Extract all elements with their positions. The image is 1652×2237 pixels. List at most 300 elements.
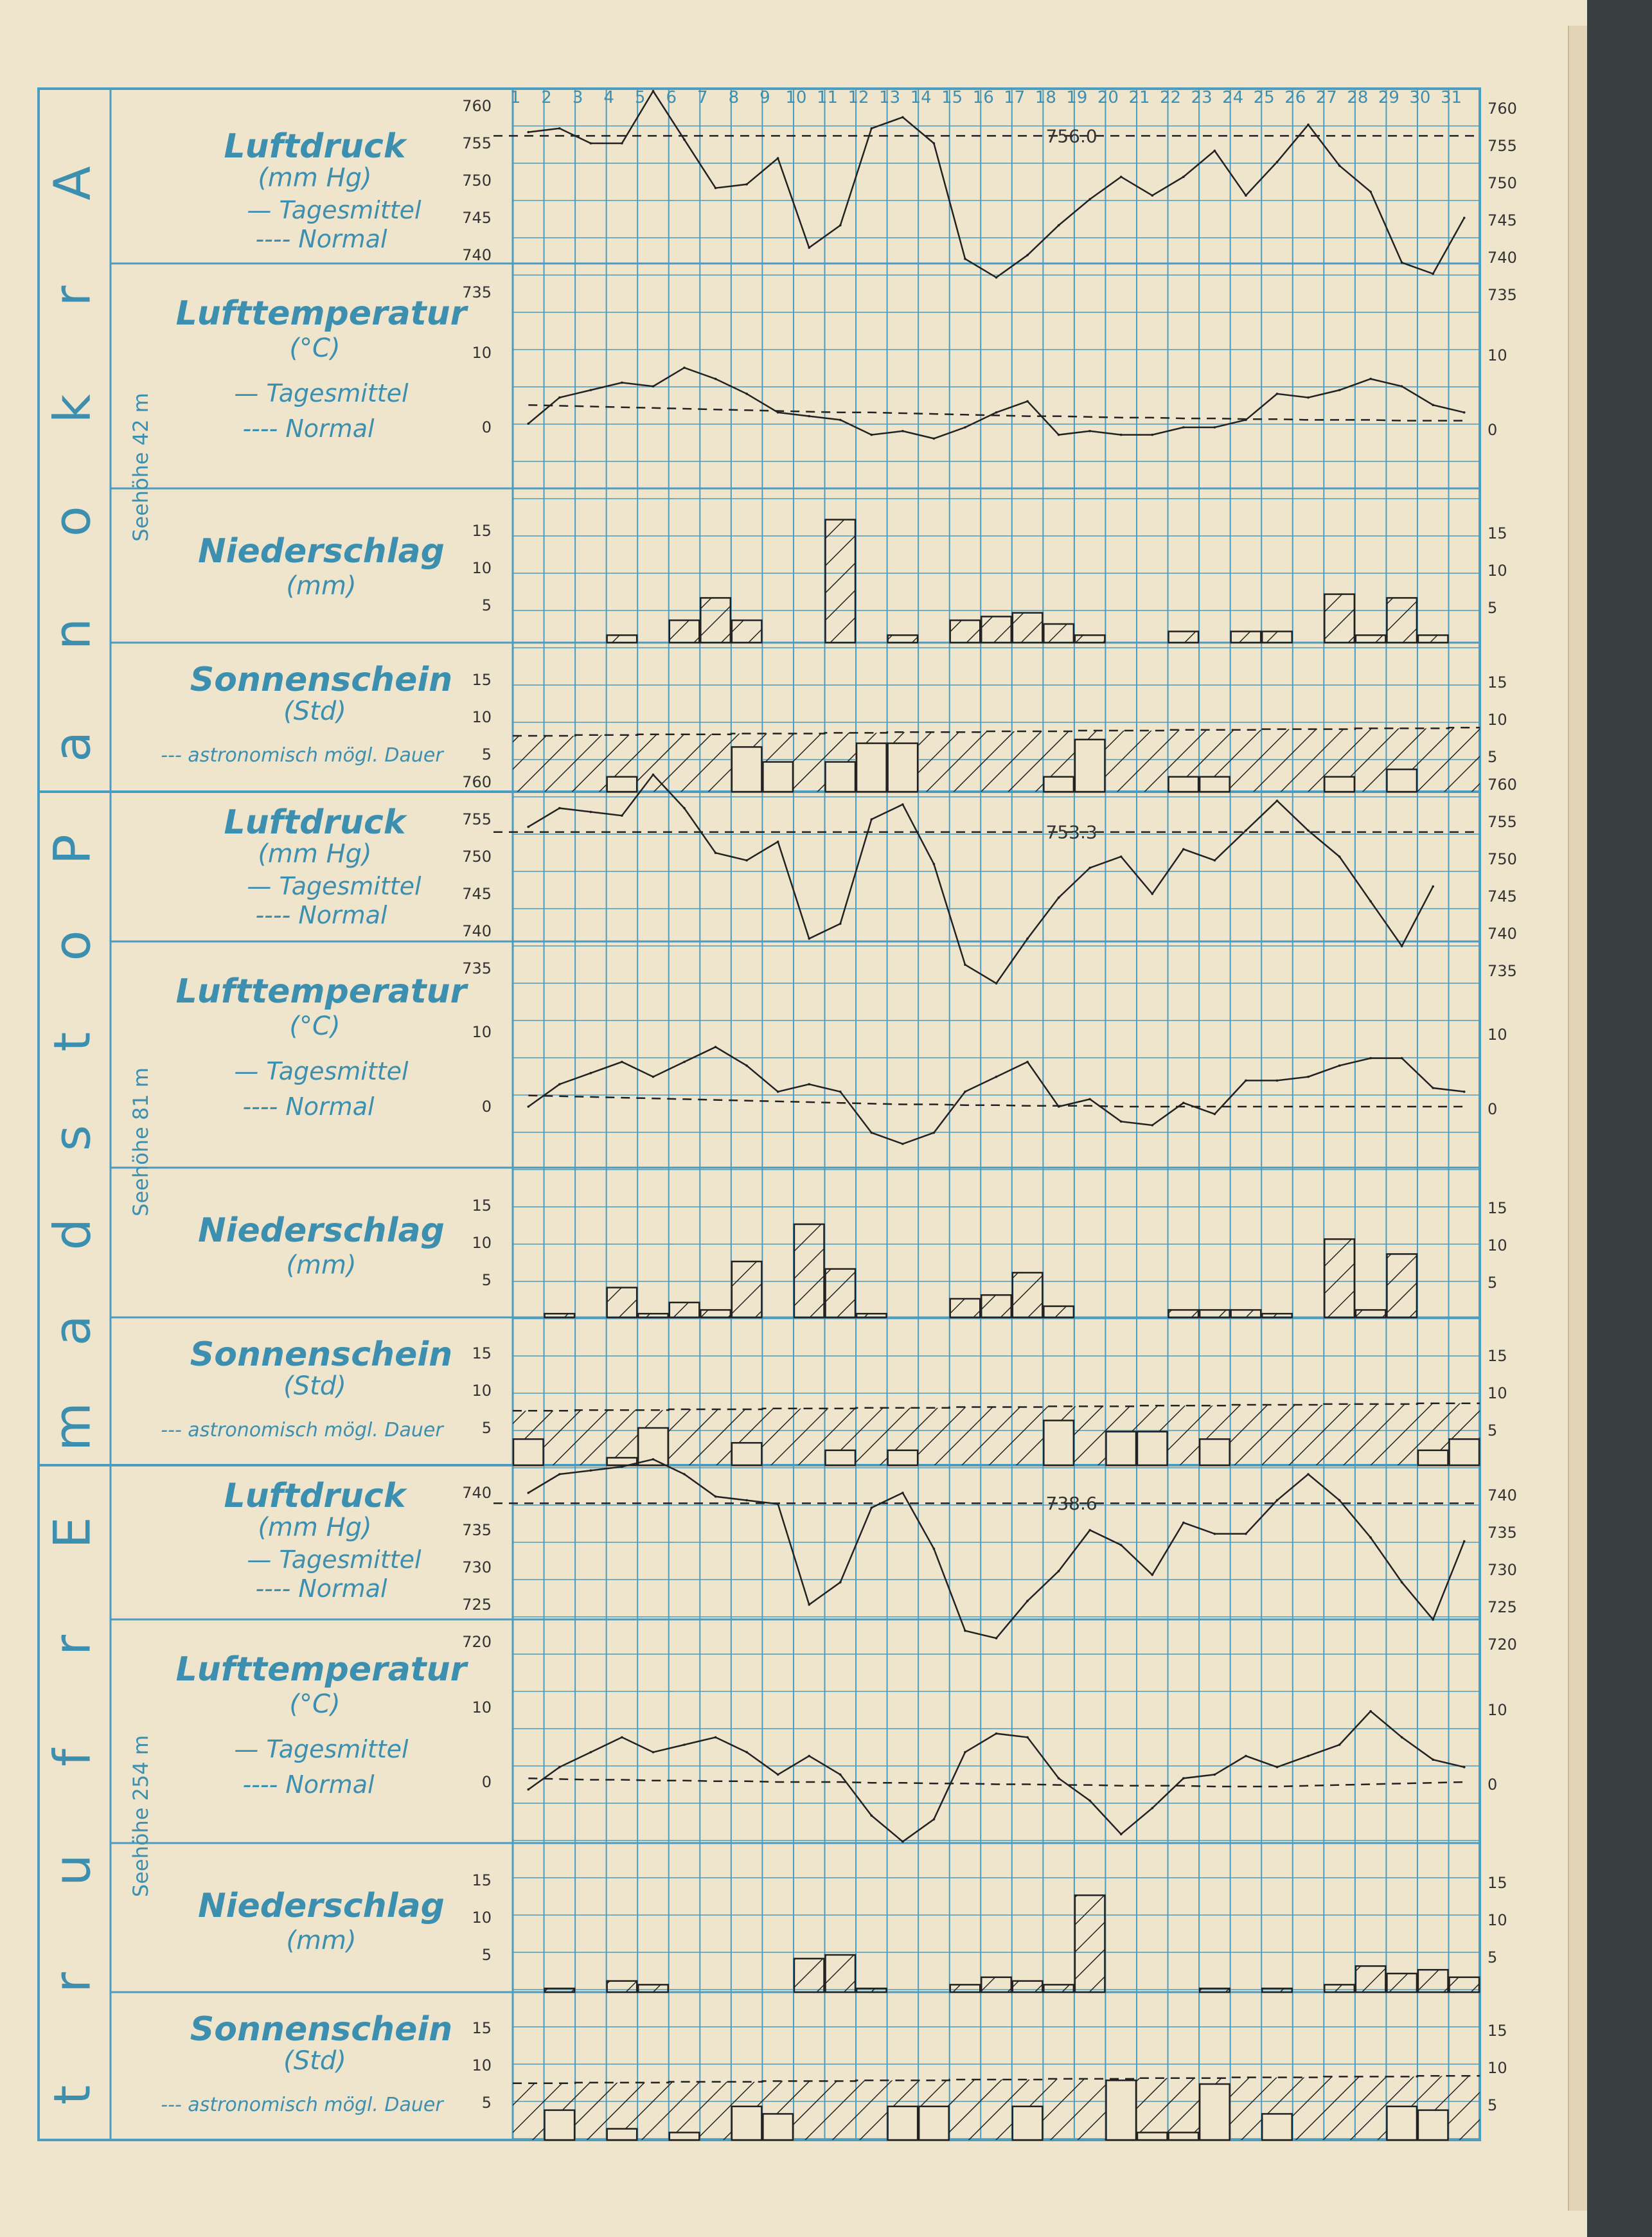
- precipitation-bar: [1169, 1310, 1199, 1317]
- pressure-tick-left: 740: [462, 1484, 492, 1502]
- sunshine-bar: [763, 762, 793, 792]
- precipitation-bar: [794, 1959, 824, 1992]
- temperature-tick-left: 10: [472, 1023, 492, 1041]
- temperature-point: [1245, 419, 1247, 422]
- legend-normal: ---- Normal: [242, 1092, 375, 1121]
- precipitation-bar: [1044, 1984, 1074, 1992]
- legend-astronomical: --- astronomisch mögl. Dauer: [161, 744, 443, 767]
- sunshine-bar: [1418, 1450, 1448, 1465]
- pressure-tick-right: 735: [1488, 1524, 1517, 1542]
- day-label: 9: [759, 88, 770, 107]
- precipitation-bar: [1169, 632, 1199, 643]
- temperature-point: [1182, 1101, 1185, 1104]
- precipitation-tick-right: 15: [1488, 1874, 1507, 1892]
- temperature-point: [777, 1091, 779, 1093]
- day-label: 7: [697, 88, 708, 107]
- temperature-point: [777, 1774, 779, 1776]
- station-name-letter: u: [44, 1854, 102, 1886]
- pressure-point: [1058, 224, 1060, 227]
- day-label: 30: [1409, 88, 1431, 107]
- pressure-point: [715, 851, 717, 854]
- day-label: 2: [541, 88, 552, 107]
- precipitation-tick-left: 10: [472, 1234, 492, 1252]
- sunshine-tick-right: 15: [1488, 1347, 1507, 1365]
- temperature-point: [715, 378, 717, 380]
- astronomical-duration-area: [513, 2076, 1480, 2140]
- day-label: 21: [1128, 88, 1150, 107]
- temperature-point: [590, 1072, 592, 1074]
- pressure-point: [1307, 830, 1310, 832]
- day-label: 27: [1315, 88, 1337, 107]
- temperature-point: [1245, 1755, 1247, 1758]
- pressure-point: [683, 138, 686, 141]
- elevation-label: Seehöhe 254 m: [129, 1734, 153, 1898]
- sunshine-bar: [1137, 1432, 1168, 1465]
- precipitation-bar: [826, 1955, 856, 1992]
- temperature-tick-right: 0: [1488, 421, 1498, 439]
- legend-daily-mean: — Tagesmittel: [247, 196, 422, 224]
- sunshine-tick-left: 10: [472, 708, 492, 726]
- pressure-point: [1088, 1529, 1091, 1531]
- pressure-point: [1463, 217, 1466, 219]
- pressure-point: [808, 1603, 810, 1606]
- pressure-point: [1338, 855, 1341, 858]
- pressure-point: [1182, 1522, 1185, 1524]
- pressure-point: [1120, 855, 1123, 858]
- temperature-point: [1120, 1120, 1123, 1123]
- pressure-point: [1369, 900, 1372, 903]
- station-name-letter: n: [44, 618, 102, 650]
- temperature-point: [1276, 1766, 1279, 1769]
- sunshine-tick-left: 5: [481, 2094, 492, 2112]
- pressure-tick-left: 735: [462, 959, 492, 977]
- precipitation-bar: [1387, 598, 1417, 643]
- pressure-point: [590, 1469, 592, 1472]
- sunshine-bar: [1418, 2110, 1448, 2140]
- sunshine-tick-left: 10: [472, 2056, 492, 2074]
- pressure-normal-label: 738.6: [1045, 1493, 1097, 1515]
- precipitation-bar: [1013, 1981, 1043, 1992]
- legend-daily-mean: — Tagesmittel: [234, 1735, 409, 1763]
- station-name-letter: a: [44, 1315, 102, 1346]
- temperature-point: [964, 426, 966, 429]
- temperature-point: [1369, 1057, 1372, 1060]
- precipitation-tick-left: 5: [481, 596, 492, 614]
- temperature-point: [1338, 1064, 1341, 1067]
- precipitation-title: Niederschlag: [198, 1887, 445, 1925]
- pressure-tick-right: 720: [1488, 1635, 1517, 1653]
- temperature-point: [1401, 1736, 1403, 1739]
- pressure-point: [621, 1466, 623, 1468]
- precipitation-bar: [1200, 1310, 1230, 1317]
- pressure-point: [590, 811, 592, 814]
- pressure-point: [527, 826, 529, 828]
- temperature-point: [558, 1766, 561, 1769]
- precipitation-bar: [545, 1988, 575, 1992]
- sunshine-tick-left: 5: [481, 1419, 492, 1437]
- pressure-point: [683, 1473, 686, 1475]
- precipitation-bar: [1324, 1239, 1354, 1317]
- day-label: 10: [785, 88, 807, 107]
- sunshine-bar: [732, 2107, 762, 2140]
- sunshine-bar: [1044, 777, 1074, 792]
- temperature-point: [1401, 1057, 1403, 1060]
- temperature-point: [995, 1076, 998, 1078]
- precipitation-bar: [670, 1303, 700, 1317]
- sunshine-bar: [888, 2107, 918, 2140]
- day-label: 6: [666, 88, 677, 107]
- pressure-point: [715, 187, 717, 190]
- sunshine-tick-right: 15: [1488, 2022, 1507, 2040]
- precipitation-bar: [607, 1288, 637, 1317]
- pressure-point: [839, 923, 842, 925]
- precipitation-bar: [1044, 1306, 1074, 1317]
- temperature-point: [1276, 393, 1279, 395]
- precipitation-tick-left: 5: [481, 1946, 492, 1964]
- temperature-point: [1245, 1080, 1247, 1082]
- temperature-unit: (°C): [289, 334, 341, 363]
- pressure-point: [1058, 896, 1060, 899]
- legend-normal: ---- Normal: [255, 901, 387, 929]
- precipitation-tick-left: 5: [481, 1271, 492, 1289]
- temperature-point: [871, 1132, 873, 1134]
- temperature-point: [1214, 1113, 1216, 1116]
- precipitation-bar: [607, 635, 637, 643]
- day-label: 18: [1035, 88, 1056, 107]
- pressure-point: [901, 116, 904, 119]
- station-name-letter: a: [44, 731, 102, 762]
- pressure-tick-right: 735: [1488, 962, 1517, 980]
- sunshine-tick-right: 5: [1488, 748, 1498, 766]
- temperature-point: [621, 1736, 623, 1739]
- sunshine-bar: [732, 1443, 762, 1465]
- sunshine-tick-right: 10: [1488, 1384, 1507, 1402]
- pressure-point: [777, 157, 779, 159]
- legend-daily-mean: — Tagesmittel: [247, 872, 422, 900]
- day-label: 17: [1004, 88, 1026, 107]
- pressure-point: [652, 774, 655, 776]
- station-name-letter: E: [44, 1517, 102, 1549]
- pressure-point: [871, 818, 873, 821]
- sunshine-bar: [1013, 2107, 1043, 2140]
- sunshine-bar: [1169, 2132, 1199, 2140]
- pressure-tick-right: 725: [1488, 1598, 1517, 1616]
- chart-marks: [493, 90, 1480, 2140]
- day-label: 25: [1253, 88, 1275, 107]
- precipitation-bar: [1200, 1988, 1230, 1992]
- pressure-point: [1432, 272, 1434, 275]
- station-name-letter: m: [44, 1402, 102, 1452]
- precipitation-bar: [794, 1224, 824, 1317]
- pressure-point: [839, 1581, 842, 1583]
- sunshine-unit: (Std): [283, 2046, 346, 2076]
- sunshine-title: Sonnenschein: [190, 2010, 453, 2049]
- temperature-point: [1151, 434, 1153, 436]
- temperature-point: [590, 389, 592, 391]
- temperature-point: [1151, 1807, 1153, 1810]
- temperature-point: [964, 1751, 966, 1754]
- precipitation-unit: (mm): [286, 571, 357, 601]
- station-name-letter: P: [44, 834, 102, 865]
- sunshine-bar: [513, 1439, 544, 1465]
- pressure-tick-right: 750: [1488, 850, 1517, 868]
- pressure-point: [1401, 262, 1403, 264]
- temperature-point: [1369, 1710, 1372, 1713]
- pressure-tick-right: 745: [1488, 887, 1517, 905]
- day-label: 3: [572, 88, 583, 107]
- sunshine-bar: [1387, 769, 1417, 792]
- precipitation-bar: [1450, 1977, 1480, 1992]
- pressure-point: [1214, 150, 1216, 152]
- pressure-tick-left: 725: [462, 1596, 492, 1614]
- pressure-point: [652, 90, 655, 93]
- temperature-point: [715, 1736, 717, 1739]
- temperature-tick-left: 0: [481, 1098, 492, 1116]
- day-label: 26: [1284, 88, 1306, 107]
- pressure-point: [995, 982, 998, 985]
- precipitation-bar: [981, 616, 1011, 643]
- pressure-point: [1463, 1540, 1466, 1543]
- temperature-point: [839, 1774, 842, 1776]
- precipitation-bar: [1075, 1895, 1105, 1992]
- sunshine-tick-left: 15: [472, 671, 492, 689]
- precipitation-bar: [981, 1977, 1011, 1992]
- pressure-tick-left: 760: [462, 773, 492, 791]
- sunshine-tick-right: 10: [1488, 711, 1507, 729]
- pressure-point: [777, 1503, 779, 1506]
- temperature-point: [1463, 1091, 1466, 1093]
- sunshine-bar: [1200, 1439, 1230, 1465]
- temperature-point: [1182, 426, 1185, 429]
- pressure-point: [1182, 848, 1185, 851]
- pressure-point: [933, 142, 936, 145]
- pressure-point: [558, 1473, 561, 1475]
- legend-normal: ---- Normal: [242, 1770, 375, 1799]
- pressure-point: [964, 963, 966, 966]
- precipitation-tick-left: 15: [472, 1871, 492, 1889]
- temperature-point: [1214, 426, 1216, 429]
- precipitation-bar: [700, 1310, 731, 1317]
- sunshine-bar: [1200, 777, 1230, 792]
- sunshine-tick-right: 5: [1488, 1422, 1498, 1439]
- precipitation-bar: [732, 620, 762, 643]
- precipitation-tick-right: 5: [1488, 599, 1498, 617]
- precipitation-tick-right: 15: [1488, 524, 1507, 542]
- pressure-tick-right: 735: [1488, 286, 1517, 304]
- sunshine-bar: [1450, 1439, 1480, 1465]
- station-labels: [44, 166, 153, 2105]
- pressure-point: [1245, 1533, 1247, 1535]
- temperature-title: Lufttemperatur: [175, 972, 467, 1011]
- pressure-point: [558, 127, 561, 130]
- precipitation-bar: [1356, 1966, 1386, 1992]
- panel-labels: [161, 127, 468, 2116]
- precipitation-bar: [1387, 1254, 1417, 1317]
- pressure-tick-right: 740: [1488, 1486, 1517, 1504]
- precipitation-bar: [950, 1299, 981, 1317]
- pressure-point: [901, 803, 904, 806]
- temperature-point: [683, 1743, 686, 1746]
- temperature-tick-left: 0: [481, 418, 492, 436]
- temperature-tick-left: 0: [481, 1773, 492, 1791]
- pressure-point: [1432, 886, 1434, 888]
- sunshine-tick-right: 15: [1488, 673, 1507, 691]
- pressure-point: [1182, 175, 1185, 178]
- pressure-point: [1120, 175, 1123, 178]
- temperature-title: Lufttemperatur: [175, 1650, 467, 1689]
- precipitation-title: Niederschlag: [198, 532, 445, 571]
- precipitation-bar: [857, 1314, 887, 1317]
- pressure-point: [1214, 859, 1216, 862]
- temperature-tick-right: 10: [1488, 1701, 1507, 1719]
- pressure-tick-right: 755: [1488, 137, 1517, 155]
- pressure-point: [901, 1492, 904, 1494]
- pressure-point: [839, 224, 842, 227]
- precipitation-unit: (mm): [286, 1926, 357, 1956]
- temperature-point: [1058, 1777, 1060, 1779]
- temperature-point: [1463, 411, 1466, 414]
- temperature-point: [1120, 1833, 1123, 1835]
- temperature-point: [652, 385, 655, 388]
- sunshine-tick-left: 15: [472, 1344, 492, 1362]
- day-label: 14: [910, 88, 932, 107]
- pressure-tick-right: 740: [1488, 925, 1517, 943]
- pressure-point: [527, 131, 529, 134]
- precipitation-bar: [1013, 1272, 1043, 1317]
- temperature-point: [527, 1105, 529, 1108]
- pressure-tick-left: 750: [462, 172, 492, 190]
- pressure-point: [1338, 1499, 1341, 1502]
- pressure-unit: (mm Hg): [258, 1513, 372, 1542]
- temperature-point: [1214, 1774, 1216, 1776]
- sunshine-bar: [888, 744, 918, 792]
- pressure-point: [652, 1458, 655, 1461]
- pressure-point: [1120, 1544, 1123, 1546]
- pressure-tick-right: 750: [1488, 174, 1517, 192]
- legend-normal: ---- Normal: [255, 225, 387, 253]
- temperature-point: [933, 1132, 936, 1134]
- pressure-point: [1338, 165, 1341, 167]
- temperature-tick-right: 10: [1488, 1026, 1507, 1044]
- precipitation-bar: [950, 1984, 981, 1992]
- station-name-letter: r: [44, 1972, 102, 1993]
- temperature-point: [1432, 1758, 1434, 1761]
- binder-edge: [1587, 0, 1652, 2237]
- pressure-point: [1307, 1473, 1310, 1475]
- precipitation-bar: [700, 598, 731, 643]
- precipitation-tick-right: 5: [1488, 1948, 1498, 1966]
- precipitation-bar: [1262, 632, 1292, 643]
- precipitation-tick-right: 10: [1488, 1236, 1507, 1254]
- sunshine-bar: [1075, 740, 1105, 792]
- pressure-point: [1088, 198, 1091, 201]
- sunshine-title: Sonnenschein: [190, 661, 453, 699]
- temperature-point: [1088, 1799, 1091, 1802]
- pressure-tick-right: 730: [1488, 1561, 1517, 1579]
- precipitation-tick-left: 15: [472, 1197, 492, 1215]
- precipitation-bar: [1324, 1984, 1354, 1992]
- sunshine-bar: [1387, 2107, 1417, 2140]
- legend-normal: ---- Normal: [255, 1574, 387, 1603]
- pressure-point: [1058, 1570, 1060, 1573]
- pressure-point: [964, 1630, 966, 1632]
- pressure-point: [1432, 1618, 1434, 1621]
- temperature-title: Lufttemperatur: [175, 294, 467, 333]
- sunshine-title: Sonnenschein: [190, 1335, 453, 1374]
- station-name-letter: f: [44, 1749, 102, 1767]
- temperature-point: [808, 1755, 810, 1758]
- temperature-point: [1058, 1105, 1060, 1108]
- pressure-point: [745, 859, 748, 862]
- station-name-letter: s: [44, 1125, 102, 1152]
- temperature-point: [621, 1061, 623, 1064]
- temperature-point: [527, 1788, 529, 1791]
- day-label: 12: [848, 88, 869, 107]
- pressure-tick-right: 745: [1488, 211, 1517, 229]
- pressure-point: [1214, 1533, 1216, 1535]
- sunshine-bar: [1200, 2084, 1230, 2140]
- pressure-point: [1026, 254, 1029, 256]
- pressure-point: [933, 1547, 936, 1550]
- precipitation-bar: [950, 620, 981, 643]
- precipitation-tick-right: 5: [1488, 1274, 1498, 1292]
- temperature-point: [590, 1751, 592, 1754]
- sunshine-bar: [1106, 1432, 1136, 1465]
- temperature-point: [527, 422, 529, 425]
- sunshine-bar: [1324, 777, 1354, 792]
- legend-daily-mean: — Tagesmittel: [247, 1546, 422, 1574]
- temperature-point: [933, 438, 936, 440]
- precipitation-bar: [1356, 635, 1386, 643]
- precipitation-bar: [857, 1988, 887, 1992]
- pressure-tick-left: 760: [462, 97, 492, 115]
- precipitation-bar: [826, 1269, 856, 1317]
- pressure-tick-right: 760: [1488, 100, 1517, 118]
- pressure-point: [1026, 1600, 1029, 1602]
- day-label: 16: [972, 88, 994, 107]
- day-label: 8: [728, 88, 740, 107]
- temperature-point: [1463, 1766, 1466, 1769]
- pressure-point: [1276, 161, 1279, 163]
- pressure-point: [621, 814, 623, 817]
- precipitation-bar: [670, 620, 700, 643]
- pressure-point: [808, 938, 810, 940]
- station-name-letter: r: [44, 285, 102, 307]
- precipitation-bar: [1262, 1314, 1292, 1317]
- pressure-tick-left: 755: [462, 810, 492, 828]
- temperature-point: [901, 1143, 904, 1145]
- temperature-point: [1307, 1755, 1310, 1758]
- sunshine-bar: [763, 2114, 793, 2140]
- sunshine-bar: [1137, 2132, 1168, 2140]
- precipitation-bar: [1418, 1970, 1448, 1992]
- temperature-tick-left: 10: [472, 1698, 492, 1716]
- precipitation-tick-left: 15: [472, 522, 492, 540]
- precipitation-bar: [826, 520, 856, 643]
- day-label: 23: [1191, 88, 1212, 107]
- temperature-tick-right: 0: [1488, 1100, 1498, 1118]
- pressure-title: Luftdruck: [224, 1477, 406, 1515]
- temperature-unit: (°C): [289, 1012, 341, 1041]
- sunshine-tick-right: 10: [1488, 2059, 1507, 2077]
- temperature-point: [652, 1076, 655, 1078]
- sunshine-bar: [607, 777, 637, 792]
- station-name-letter: t: [44, 2085, 102, 2105]
- sunshine-bar: [888, 1450, 918, 1465]
- day-label: 19: [1066, 88, 1088, 107]
- sunshine-bar: [1262, 2114, 1292, 2140]
- precipitation-tick-right: 15: [1488, 1199, 1507, 1217]
